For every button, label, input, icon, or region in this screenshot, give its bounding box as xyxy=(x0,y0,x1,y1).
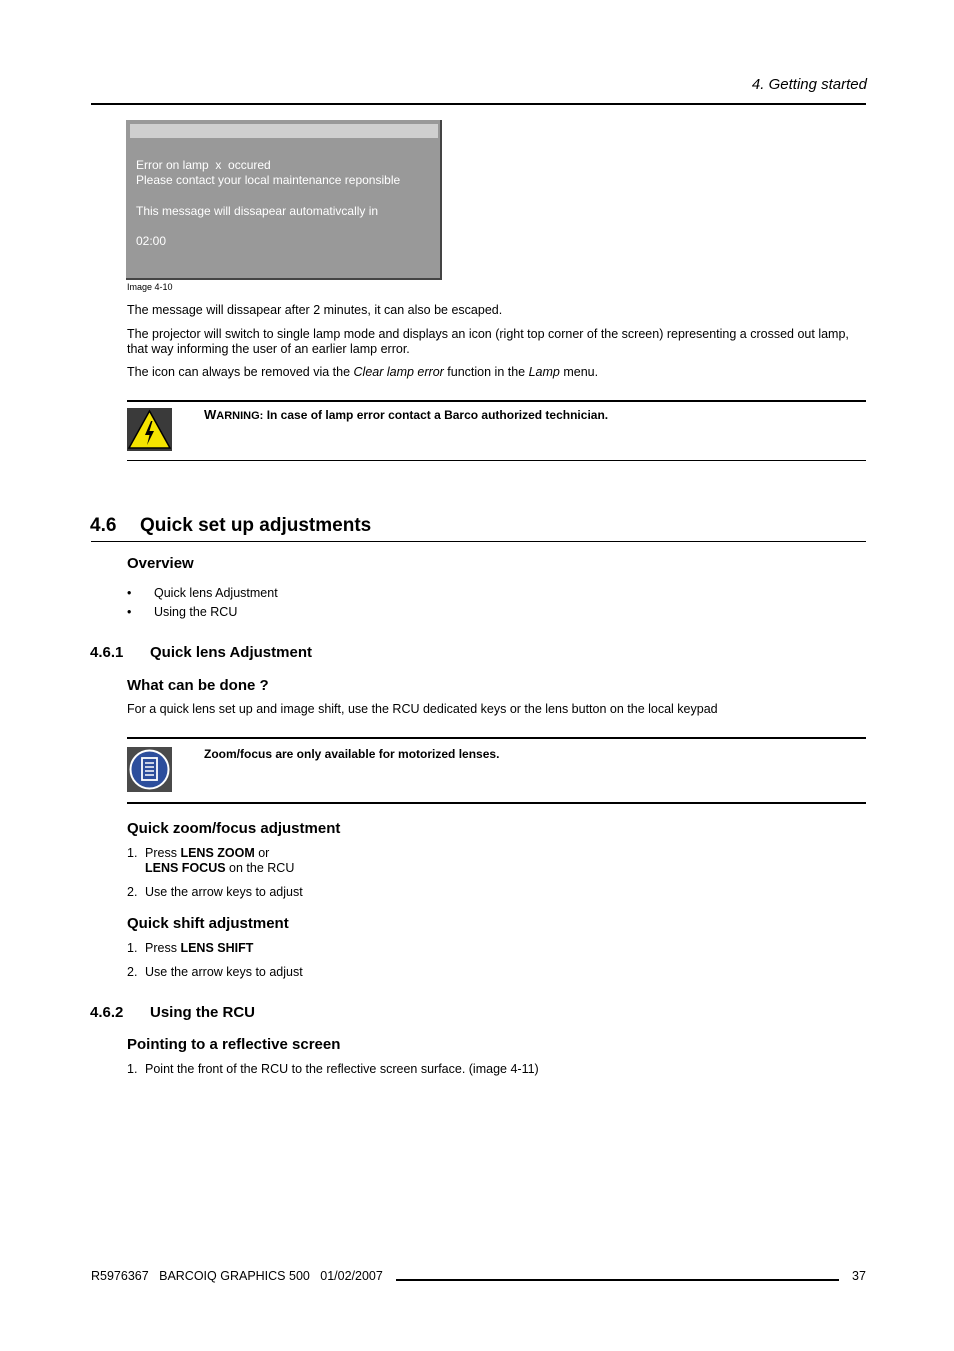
pointing-heading: Pointing to a reflective screen xyxy=(127,1036,341,1053)
what-text: For a quick lens set up and image shift, use the RCU dedicated keys or the lens button on the local keypad xyxy=(127,702,718,716)
subsection-number: 4.6.1 xyxy=(90,644,124,661)
step-number: 2. xyxy=(127,965,138,979)
what-heading: What can be done ? xyxy=(127,677,269,694)
paragraph-1: The message will dissapear after 2 minutes, it can also be escaped. xyxy=(127,303,503,317)
lamp-menu-term: Lamp xyxy=(528,365,560,379)
overview-heading: Overview xyxy=(127,555,194,572)
overview-item-quick-lens: Quick lens Adjustment xyxy=(154,586,278,600)
zoom-step-1 xyxy=(145,846,294,876)
warning-label-cap: W xyxy=(204,407,217,422)
bullet-icon: • xyxy=(127,605,132,619)
zoom-step-1-part: or xyxy=(254,846,270,860)
header-rule xyxy=(91,103,866,105)
section-number: 4.6 xyxy=(90,515,117,536)
warning-box xyxy=(127,400,866,461)
subsection-number: 4.6.2 xyxy=(90,1004,124,1021)
step-number: 2. xyxy=(127,885,138,899)
lens-focus-key: LENS FOCUS xyxy=(145,861,226,875)
paragraph-3-part: function in the xyxy=(443,365,529,379)
zoom-step-1-part: on the RCU xyxy=(225,861,295,875)
footer-rule xyxy=(396,1279,839,1281)
warning-message: In case of lamp error contact a Barco authorized technician. xyxy=(266,408,609,422)
paragraph-3-part: The icon can always be removed via the xyxy=(127,365,354,379)
zoom-step-1-part: Press xyxy=(145,846,181,860)
section-title: Quick set up adjustments xyxy=(140,515,372,536)
osd-title-bar xyxy=(130,124,438,138)
osd-error-screen xyxy=(126,120,442,280)
paragraph-3-part: menu. xyxy=(559,365,599,379)
step-number: 1. xyxy=(127,846,138,860)
chapter-title: 4. Getting started xyxy=(751,76,867,93)
shift-heading: Quick shift adjustment xyxy=(127,915,289,932)
zoom-heading: Quick zoom/focus adjustment xyxy=(127,820,341,837)
paragraph-2: The projector will switch to single lamp mode and displays an icon (right top corner of the screen) representing a crossed out lamp, that way informing the user of an earlier lamp error. xyxy=(127,327,849,356)
step-number: 1. xyxy=(127,941,138,955)
section-rule xyxy=(91,541,866,542)
note-document-icon xyxy=(127,747,172,792)
note-text: Zoom/focus are only available for motorized lenses. xyxy=(204,747,500,761)
clear-lamp-error-term: Clear lamp error xyxy=(353,365,444,379)
warning-label-rest: ARNING: xyxy=(216,410,264,422)
shift-step-1 xyxy=(145,941,253,956)
osd-countdown: 02:00 xyxy=(136,234,167,248)
osd-line-2: Please contact your local maintenance reponsible xyxy=(136,173,401,187)
footer-doc-info: R5976367 BARCOIQ GRAPHICS 500 01/02/2007 xyxy=(91,1269,383,1283)
lens-zoom-key: LENS ZOOM xyxy=(180,846,255,860)
subsection-title: Quick lens Adjustment xyxy=(150,644,312,661)
paragraph-3 xyxy=(127,365,867,380)
warning-text xyxy=(204,407,608,422)
step-number: 1. xyxy=(127,1062,138,1076)
shift-step-1-part: Press xyxy=(145,941,181,955)
osd-line-3: This message will dissapear automativcally in xyxy=(136,204,379,218)
note-box xyxy=(127,737,866,804)
lens-shift-key: LENS SHIFT xyxy=(180,941,254,955)
zoom-step-2: Use the arrow keys to adjust xyxy=(145,885,303,899)
subsection-title: Using the RCU xyxy=(150,1004,255,1021)
page-number: 37 xyxy=(852,1269,866,1283)
pointing-step-1: Point the front of the RCU to the reflective screen surface. (image 4-11) xyxy=(145,1062,539,1076)
overview-item-rcu: Using the RCU xyxy=(154,605,238,619)
shift-step-2: Use the arrow keys to adjust xyxy=(145,965,303,979)
osd-line-1: Error on lamp x occured xyxy=(136,158,271,172)
high-voltage-warning-icon xyxy=(127,408,172,451)
image-caption: Image 4-10 xyxy=(127,282,173,292)
bullet-icon: • xyxy=(127,586,132,600)
